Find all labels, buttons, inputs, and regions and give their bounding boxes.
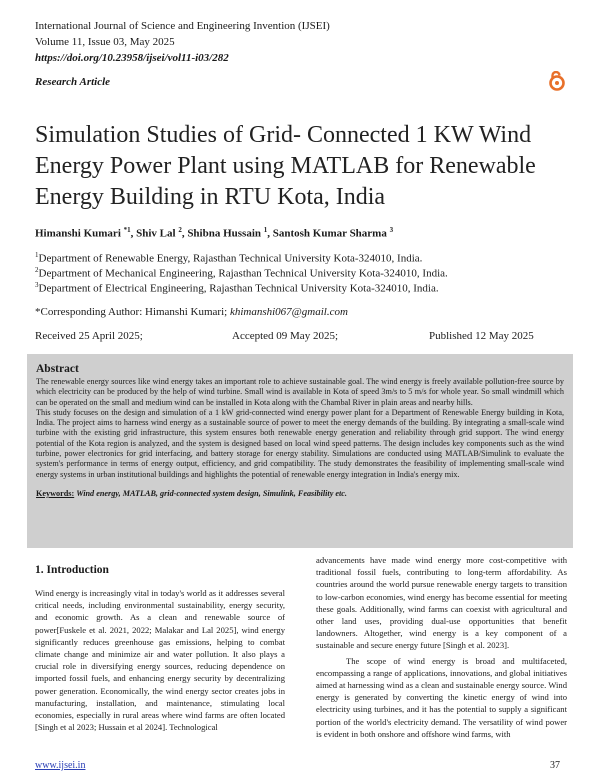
body-column-right — [316, 554, 567, 740]
body-paragraph: advancements have made wind energy more cost-competitive with traditional fossil fuels, contributing to long-term affordability. As countries around the world pursue renewable energy targets to transition to low-carbon economies, wind energy has become essential for meeting these goals. Additionally, wind farms can coexist with agricultural and other land uses, providing dual-use opportunities that benefit landowners. Altogether, wind energy is a key component of a sustainable and secure energy future [Singh et al. 2023]. — [316, 555, 567, 651]
keywords-text: Wind energy, MATLAB, grid-connected system design, Simulink, Feasibility etc. — [76, 488, 347, 498]
author-name: Shibna Hussain — [187, 227, 261, 240]
doi-link[interactable]: https://doi.org/10.23958/ijsei/vol11-i03/282 — [35, 52, 229, 64]
affiliation — [35, 251, 422, 265]
keywords-label: Keywords: — [36, 488, 75, 498]
affiliation-sup: 2 — [35, 266, 39, 274]
author-name: Shiv Lal — [136, 227, 176, 240]
section-heading: 1. Introduction — [35, 564, 109, 576]
published-date: Published 12 May 2025 — [429, 330, 534, 342]
abstract-paragraph: This study focuses on the design and simulation of a 1 kW grid-connected wind energy power plant for a Department of Renewable Energy building in Kota, India. The project aims to harness wind energy as a sustainable source of power to meet the energy demands of the building. By integrating a small-scale wind turbine with the existing grid infrastructure, this system ensures both renewable energy generation and reliability through grid support. The wind energy potential of the Kota region is analyzed, and the system is designed based on local wind speed patterns. The design includes key components such as the wind turbine, power electronics for grid interfacing, and battery storage for energy stability. Simulations are conducted using MATLAB/Simulink to evaluate the system's performance in terms of energy output, efficiency, and grid compatibility. The study demonstrates the feasibility of implementing small-scale wind energy systems in urban institutional buildings and highlights the potential of renewable energy integration in India's energy mix. — [36, 407, 564, 479]
author-sup: *1 — [123, 226, 131, 234]
affiliation-text: Department of Electrical Engineering, Rajasthan Technical University Kota-324010, India. — [38, 282, 439, 295]
body-paragraph: The scope of wind energy is broad and multifaceted, encompassing a range of applications, innovations, and global initiatives aimed at harnessing wind as a clean and sustainable energy source. Wind energy is generated by converting the kinetic energy of wind into electricity using turbines, and it has the potential to supply a significant portion of the world's electricity demand. The versatility of wind power is evident in both onshore and offshore wind farms, with — [316, 655, 567, 739]
author-sup: 2 — [178, 226, 182, 234]
affiliation-text: Department of Mechanical Engineering, Rajasthan Technical University Kota-324010, India. — [38, 267, 448, 280]
journal-name: International Journal of Science and Engineering Invention (IJSEI) — [35, 20, 330, 32]
volume-issue: Volume 11, Issue 03, May 2025 — [35, 36, 175, 48]
affiliation-sup: 1 — [35, 251, 39, 259]
corresponding-author — [35, 306, 348, 318]
article-type: Research Article — [35, 76, 111, 88]
accepted-date: Accepted 09 May 2025; — [232, 330, 338, 342]
abstract-paragraph: The renewable energy sources like wind energy takes an important role to achieve sustainable goal. The wind energy is freely available pollution-free source by which electricity can be produced by the help of wind turbine. Small wind is available in Kota of speed 3m/s to 5 m/s for whole year. So small windmill which can be operated on the small and medium wind can be installed in Kota along with the Chambal River in plain areas and nearby hills. — [36, 377, 564, 407]
author-sup: 1 — [263, 226, 268, 234]
open-access-icon — [547, 71, 567, 91]
affiliation-text: Department of Renewable Energy, Rajasthan Technical University Kota-324010, India. — [38, 252, 423, 265]
received-date: Received 25 April 2025; — [35, 330, 143, 342]
abstract-box — [27, 354, 573, 548]
paper-title: Simulation Studies of Grid- Connected 1 KW Wind Energy Power Plant using MATLAB for Renewable Energy Building in RTU Kota, India — [35, 122, 536, 210]
corresponding-label: *Corresponding Author: Himanshi Kumari; — [35, 306, 228, 318]
affiliation-sup: 3 — [35, 281, 39, 289]
body-paragraph: Wind energy is increasingly vital in today's world as it addresses several critical needs, including environmental sustainability, energy security, and economic growth. As a clean and renewable source of power[Fuskele et al. 2021, 2022; Malakar and Lal 2025], wind energy significantly reduces greenhouse gas emissions, helping to combat climate change and minimize air and water pollution. It also plays a crucial role in diversifying energy sources, reducing dependence on imported fossil fuels, and enhancing energy security by decentralizing power generation. Economically, the wind energy sector creates jobs in manufacturing, installation, and maintenance, stimulating local economies, especially in rural areas where wind farms are often located [Singh et al 2023; Hussain et al 2024]. Technological — [35, 588, 285, 733]
affiliation — [35, 281, 439, 295]
author-name: Santosh Kumar Sharma — [272, 227, 387, 240]
author-name: Himanshi Kumari — [35, 227, 121, 240]
abstract-heading: Abstract — [36, 363, 79, 375]
body-column-left — [35, 587, 285, 733]
affiliation — [35, 266, 448, 280]
footer-website-link[interactable]: www.ijsei.in — [35, 760, 86, 771]
corresponding-email[interactable]: khimanshi067@gmail.com — [229, 306, 348, 318]
page-number: 37 — [550, 760, 560, 771]
keywords — [36, 489, 564, 498]
author-sup: 3 — [389, 226, 394, 234]
author-list: Himanshi Kumari $^{*1}$, Shiv Lal $^2$, Shibna Hussain $^1$, Santosh Kumar Sharma $^3$ — [35, 226, 394, 240]
